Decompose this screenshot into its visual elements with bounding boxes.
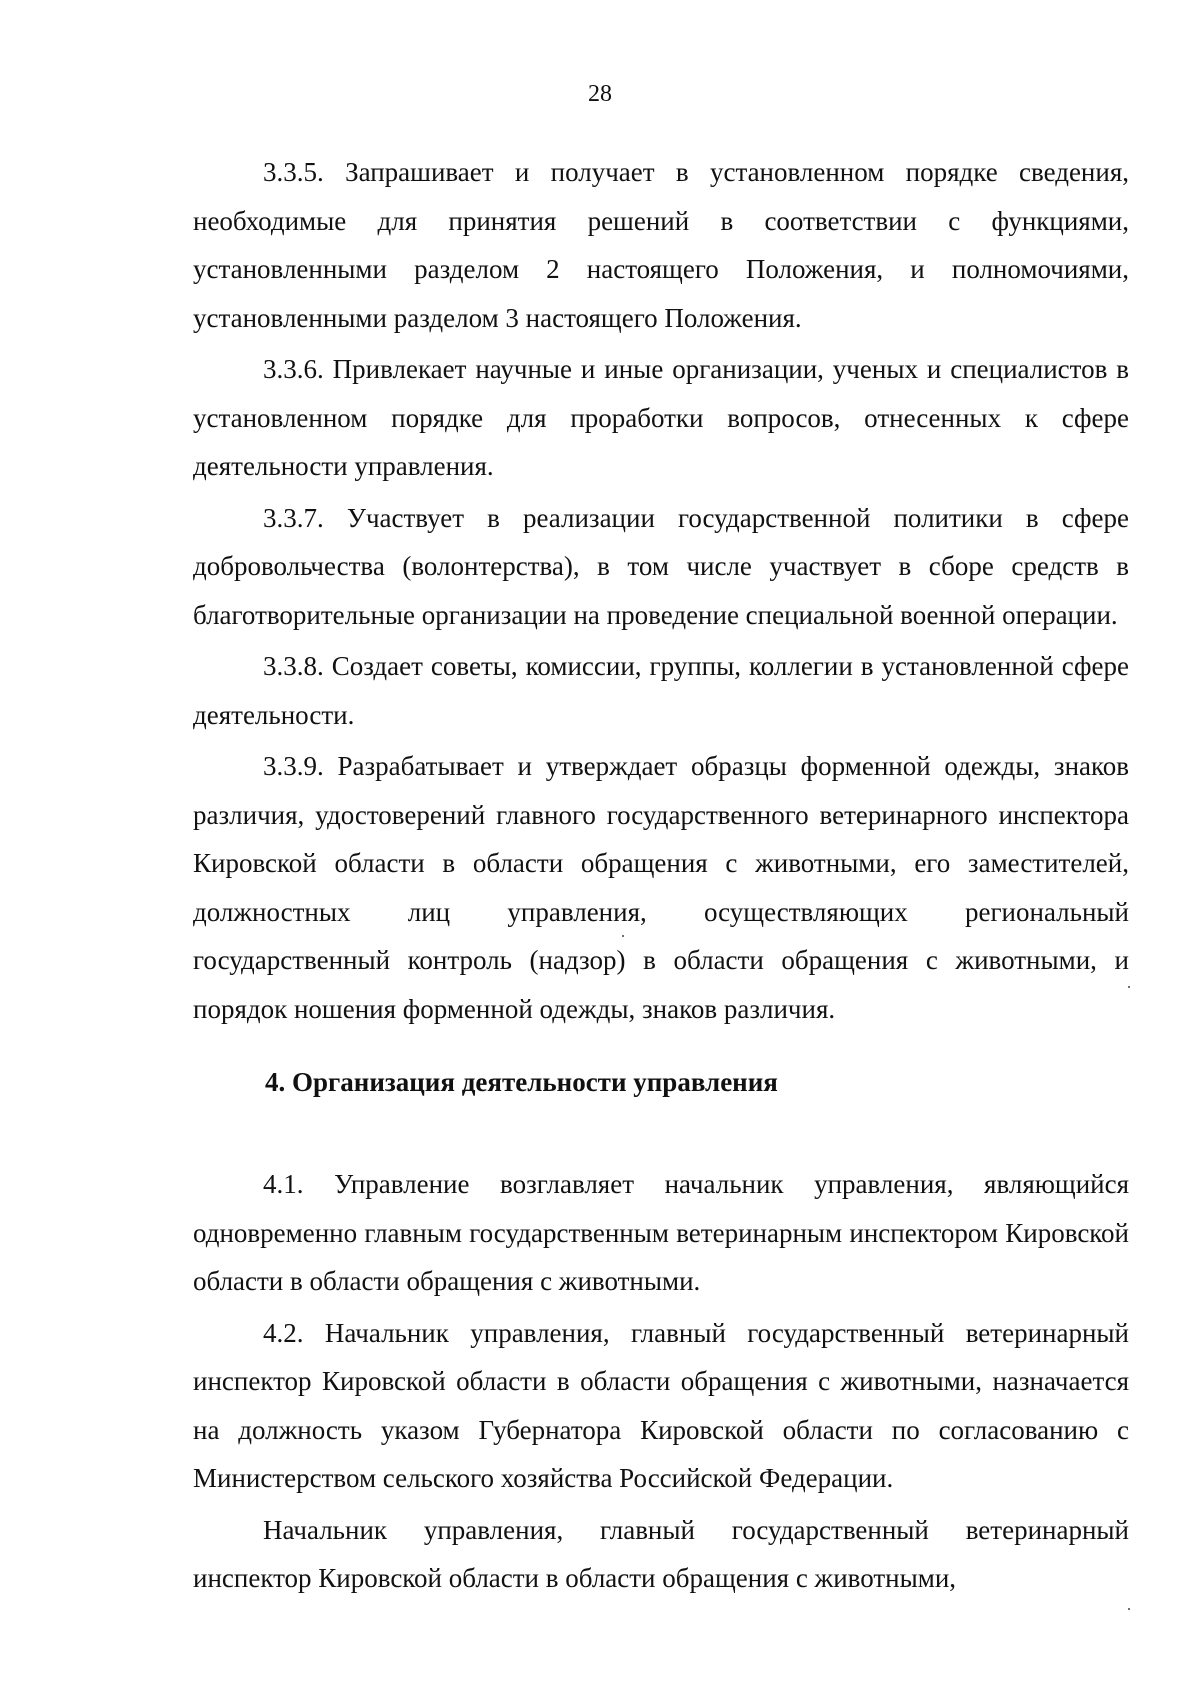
- paragraph-3-3-8: 3.3.8. Создает советы, комиссии, группы, коллегии в установленной сфере деятельности.: [193, 651, 1129, 730]
- paragraph-4-2: 4.2. Начальник управления, главный государственный ветеринарный инспектор Кировской области в области обращения с животными, назначается на должность указом Губернатора Кировской области по согласованию с Министерством сельского хозяйства Российской Федерации.: [193, 1317, 1129, 1493]
- paragraph-3-3-5: 3.3.5. Запрашивает и получает в установленном порядке сведения, необходимые для принятия решений в соответствии с функциями, установленными разделом 2 настоящего Положения, и полномочиями, установленными разделом 3 настоящего Положения.: [193, 157, 1129, 333]
- paragraph-3-3-7: 3.3.7. Участвует в реализации государственной политики в сфере добровольчества (волонтерства), в том числе участвует в сборе средств в благотворительные организации на проведение специальной военной операции.: [193, 502, 1129, 630]
- scan-speck: [622, 935, 624, 937]
- section-4-text: [193, 1160, 1129, 1603]
- section-3-text: [193, 148, 1129, 1033]
- paragraph-3-3-6: 3.3.6. Привлекает научные и иные организации, ученых и специалистов в установленном порядке для проработки вопросов, отнесенных к сфере деятельности управления.: [193, 354, 1129, 481]
- scan-speck: [1128, 1608, 1130, 1610]
- paragraph-4-2-continued: Начальник управления, главный государственный ветеринарный инспектор Кировской области в области обращения с животными,: [193, 1514, 1129, 1593]
- paragraph-3-3-9: 3.3.9. Разрабатывает и утверждает образцы форменной одежды, знаков различия, удостоверений главного государственного ветеринарного инспектора Кировской области в области обращения с животными, его заместителей, должностных лиц управления, осуществляющих региональный государственный контроль (надзор) в области обращения с животными, и порядок ношения форменной одежды, знаков различия.: [193, 751, 1129, 1024]
- paragraph-4-1: 4.1. Управление возглавляет начальник управления, являющийся одновременно главным государственным ветеринарным инспектором Кировской области в области обращения с животными.: [193, 1169, 1129, 1296]
- page-number: 28: [588, 81, 612, 107]
- scan-speck: [1128, 986, 1130, 988]
- section-heading: 4. Организация деятельности управления: [265, 1067, 778, 1097]
